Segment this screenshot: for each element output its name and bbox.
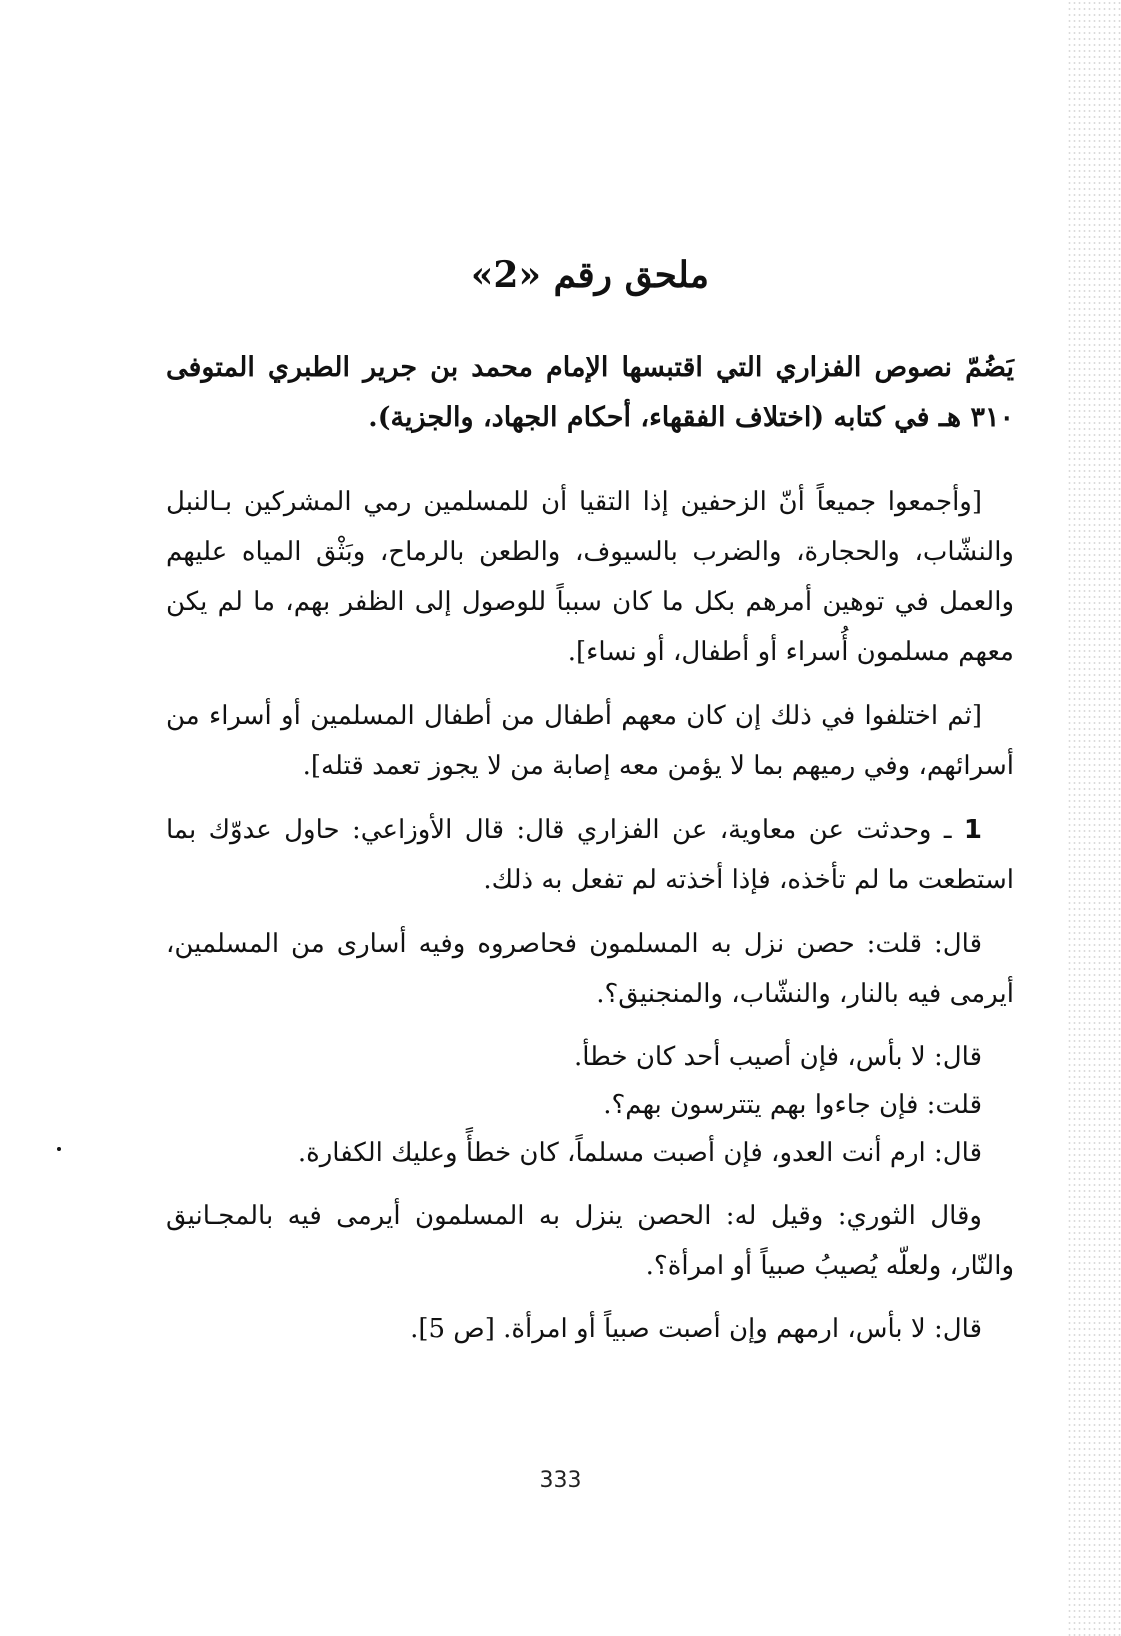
paragraph-thawri: وقال الثوري: وقيل له: الحصن ينزل به المسلمون أيرمى فيه بالمجـانيق والنّار، ولعلّه يُصيبُ صبياً أو امرأة؟. [166,1200,1014,1281]
paragraph-consensus [166,477,1014,677]
paragraph-text: [ثم اختلفوا في ذلك إن كان معهم أطفال من أطفال المسلمين أو أسراء من أسرائهم، وفي رميهم بما لا يؤمن معه إصابة من لا يجوز تعمد قتله]. [166,700,1014,781]
paragraph-numbered-1 [166,805,1014,905]
page-edge-texture [1067,0,1121,1636]
paragraph-text: ـ وحدثت عن معاوية، عن الفزاري قال: قال الأوزاعي: حاول عدوّك بما استطعت ما لم تأخذه، فإذا أخذته لم تفعل به ذلك. [166,814,1014,895]
document-page [166,252,1014,1367]
scan-speck [57,1147,61,1151]
final-line: قال: لا بأس، ارمهم وإن أصبت صبياً أو امرأة. [ص 5]. [410,1313,982,1344]
paragraph-fortress-question [166,919,1014,1019]
final-lines [166,1305,1014,1353]
paragraph-text: قال: قلت: حصن نزل به المسلمون فحاصروه وفيه أسارى من المسلمين، أيرمى فيه بالنار، والنشّاب، والمنجنيق؟. [166,928,1014,1009]
dialogue-line: قال: ارم أنت العدو، فإن أصبت مسلماً، كان خطأً وعليك الكفارة. [297,1137,982,1168]
appendix-intro: يَضُمّ نصوص الفزاري التي اقتبسها الإمام محمد بن جرير الطبري المتوفى ٣١٠ هـ في كتابه (اختلاف الفقهاء، أحكام الجهاد، والجزية). [166,351,1014,433]
dialogue-lines [166,1033,1014,1177]
paragraph-disagreement [166,691,1014,791]
dialogue-line: قلت: فإن جاءوا بهم يتترسون بهم؟. [603,1089,982,1120]
appendix-title: ملحق رقم «2» [470,254,710,296]
paragraph-number: 1 [963,814,982,845]
page-number: 333 [539,1468,582,1493]
dialogue-line: قال: لا بأس، فإن أصيب أحد كان خطأ. [573,1041,982,1072]
paragraph-text: [وأجمعوا جميعاً أنّ الزحفين إذا التقيا أن للمسلمين رمي المشركين بـالنبل والنشّاب، والحجارة، والضرب بالسيوف، والطعن بالرماح، وبَثْق المياه عليهم والعمل في توهين أمرهم بكل ما كان سبباً للوصول إلى الظفر بهم، ما لم يكن معهم مسلمون أُسراء أو أطفال، أو نساء]. [166,486,1014,667]
